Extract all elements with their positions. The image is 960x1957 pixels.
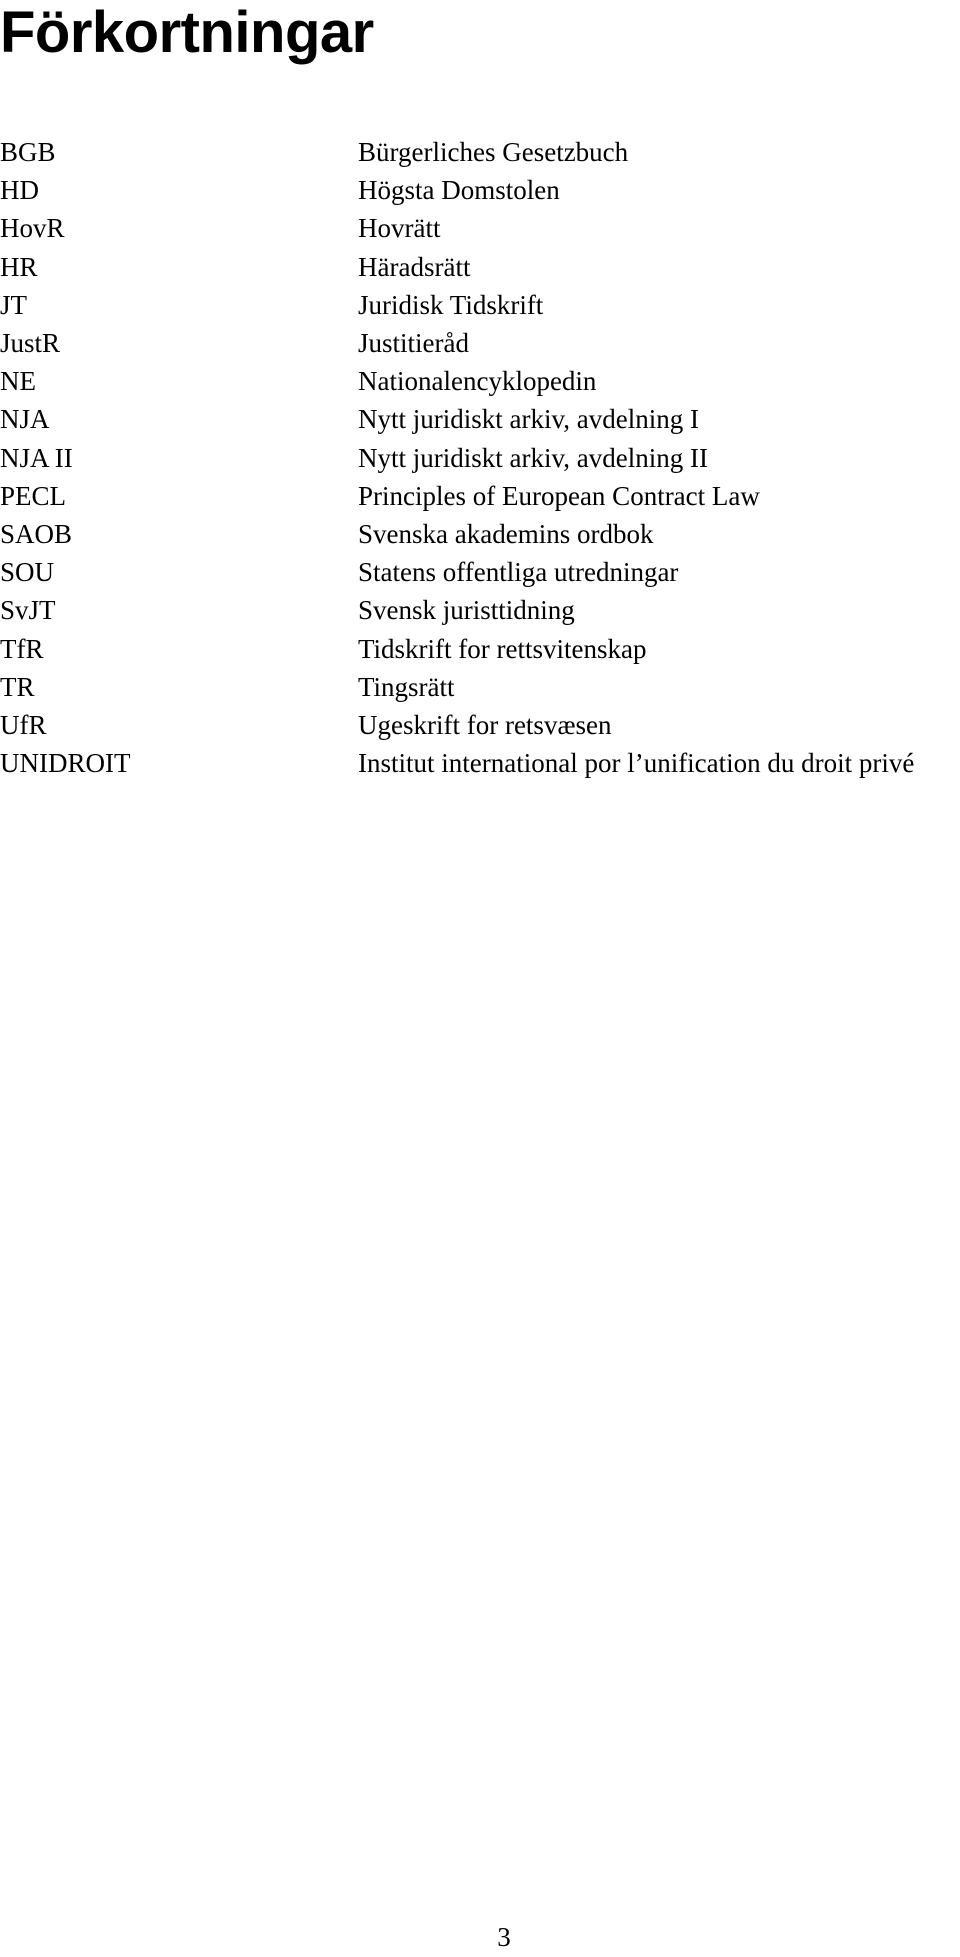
definition: Bürgerliches Gesetzbuch [358,137,629,167]
definition: Principles of European Contract Law [358,480,760,511]
list-item [0,630,960,668]
definition: Hovrätt [358,213,441,244]
abbreviation: SAOB [0,519,73,550]
list-item [0,668,960,706]
list-item [0,553,960,591]
list-item [0,171,960,209]
list-item [0,324,960,362]
abbreviation: SOU [0,557,55,588]
abbreviation: SvJT [0,595,56,626]
definition: Justitieråd [358,328,469,359]
list-item [0,400,960,438]
page-number: 3 [497,1922,511,1952]
list-item [0,591,960,629]
definition: Svenska akademins ordbok [358,519,654,550]
definition: Juridisk Tidskrift [358,289,544,320]
abbreviation: HovR [0,213,65,244]
abbreviation: HD [0,175,39,206]
abbreviation: JustR [0,328,61,359]
definition: Svensk juristtidning [358,595,575,626]
definition: Institut international por l’unification du droit privé [358,748,915,779]
definition: Nytt juridiskt arkiv, avdelning I [358,404,699,435]
abbreviation: UNIDROIT [0,748,131,779]
list-item [0,133,960,171]
definition: Nationalencyklopedin [358,366,597,397]
list-item [0,248,960,286]
page-title: Förkortningar [0,0,374,65]
list-item [0,706,960,744]
list-item [0,439,960,477]
abbreviation: BGB [0,137,56,167]
list-item [0,515,960,553]
definition: Ugeskrift for retsvæsen [358,710,612,741]
abbreviation: TfR [0,633,44,664]
list-item [0,477,960,515]
abbreviation: NJA II [0,442,73,473]
definition: Häradsrätt [358,251,471,282]
definition: Tingsrätt [358,671,455,702]
abbreviation: NJA [0,404,50,435]
list-item [0,209,960,247]
definition: Tidskrift for rettsvitenskap [358,633,647,664]
abbreviation: UfR [0,710,47,741]
abbreviation: NE [0,366,36,397]
list-item [0,362,960,400]
abbreviation: HR [0,251,38,282]
abbreviation: PECL [0,480,67,511]
abbreviation: TR [0,671,35,702]
list-item [0,744,960,782]
definition: Högsta Domstolen [358,175,560,206]
definition: Statens offentliga utredningar [358,557,679,588]
abbreviation: JT [0,289,27,320]
abbreviation-list [0,133,960,782]
definition: Nytt juridiskt arkiv, avdelning II [358,442,708,473]
list-item [0,286,960,324]
